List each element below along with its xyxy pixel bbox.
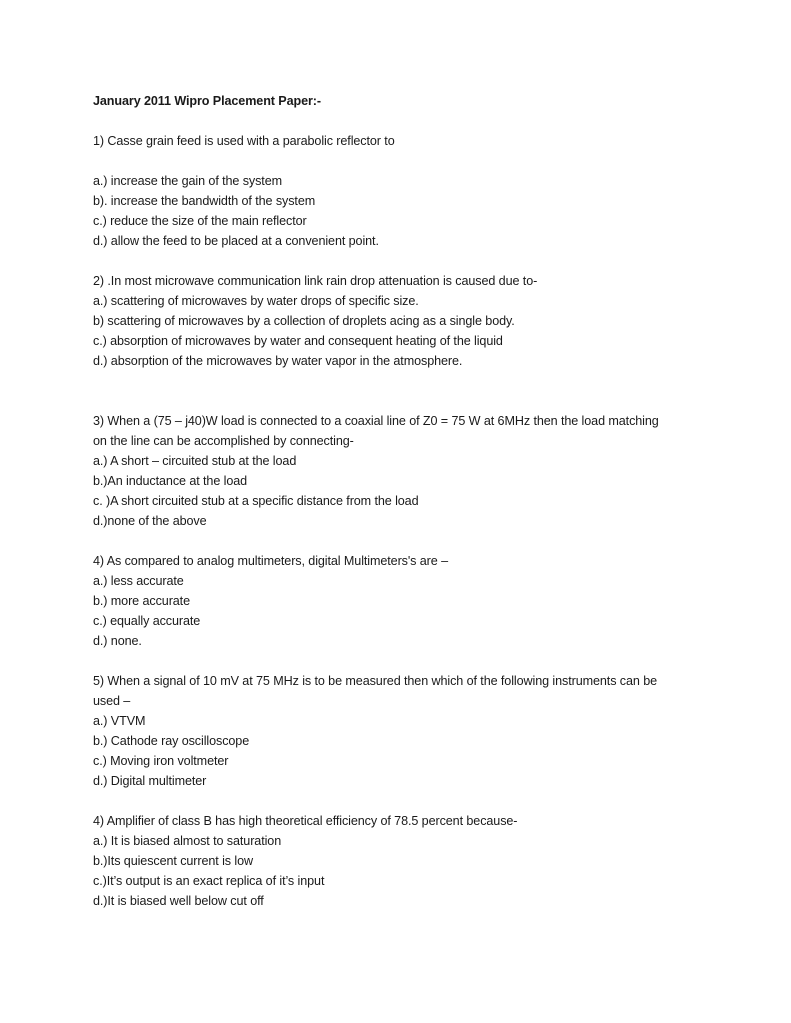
question-text: 2) .In most microwave communication link rain drop attenuation is caused due to-: [93, 274, 538, 288]
question-text: 4) As compared to analog multimeters, digital Multimeters's are –: [93, 554, 448, 568]
question-block-6: [93, 811, 713, 911]
option-b: b.) more accurate: [93, 594, 190, 608]
spacer: [93, 111, 713, 131]
option-a: a.) A short – circuited stub at the load: [93, 454, 297, 468]
option-a: a.) It is biased almost to saturation: [93, 834, 282, 848]
option-c: c.) absorption of microwaves by water and consequent heating of the liquid: [93, 334, 503, 348]
option-c: c.) equally accurate: [93, 614, 201, 628]
option-c: c.) Moving iron voltmeter: [93, 754, 229, 768]
option-a: a.) VTVM: [93, 714, 146, 728]
spacer: [93, 531, 713, 551]
option-a: a.) increase the gain of the system: [93, 174, 283, 188]
question-text-continued: on the line can be accomplished by connecting-: [93, 434, 354, 448]
spacer: [93, 251, 713, 271]
page-title: January 2011 Wipro Placement Paper:-: [93, 94, 321, 108]
spacer: [93, 371, 713, 411]
question-block-2: [93, 271, 713, 371]
question-text: 1) Casse grain feed is used with a parabolic reflector to: [93, 134, 395, 148]
option-b: b.) Cathode ray oscilloscope: [93, 734, 250, 748]
option-d: d.)It is biased well below cut off: [93, 894, 264, 908]
question-text: 5) When a signal of 10 mV at 75 MHz is to be measured then which of the following instruments can be: [93, 674, 658, 688]
option-d: d.)none of the above: [93, 514, 207, 528]
option-b: b.)An inductance at the load: [93, 474, 248, 488]
option-c: c.)It’s output is an exact replica of it’s input: [93, 874, 325, 888]
option-d: d.) Digital multimeter: [93, 774, 207, 788]
option-c: c.) reduce the size of the main reflector: [93, 214, 307, 228]
option-a: a.) less accurate: [93, 574, 184, 588]
option-d: d.) none.: [93, 634, 142, 648]
question-text: 3) When a (75 – j40)W load is connected to a coaxial line of Z0 = 75 W at 6MHz then the load matching: [93, 414, 659, 428]
option-b: b). increase the bandwidth of the system: [93, 194, 316, 208]
question-block-3: [93, 411, 713, 531]
spacer: [93, 791, 713, 811]
question-block-5: [93, 671, 713, 791]
option-b: b) scattering of microwaves by a collection of droplets acing as a single body.: [93, 314, 515, 328]
spacer: [93, 151, 713, 171]
option-a: a.) scattering of microwaves by water drops of specific size.: [93, 294, 419, 308]
question-text-continued: used –: [93, 694, 131, 708]
option-c: c. )A short circuited stub at a specific distance from the load: [93, 494, 419, 508]
option-d: d.) allow the feed to be placed at a convenient point.: [93, 234, 379, 248]
option-d: d.) absorption of the microwaves by water vapor in the atmosphere.: [93, 354, 463, 368]
question-text: 4) Amplifier of class B has high theoretical efficiency of 78.5 percent because-: [93, 814, 518, 828]
option-b: b.)Its quiescent current is low: [93, 854, 253, 868]
question-block-1: [93, 131, 713, 251]
document-page: [93, 91, 713, 911]
question-block-4: [93, 551, 713, 651]
spacer: [93, 651, 713, 671]
